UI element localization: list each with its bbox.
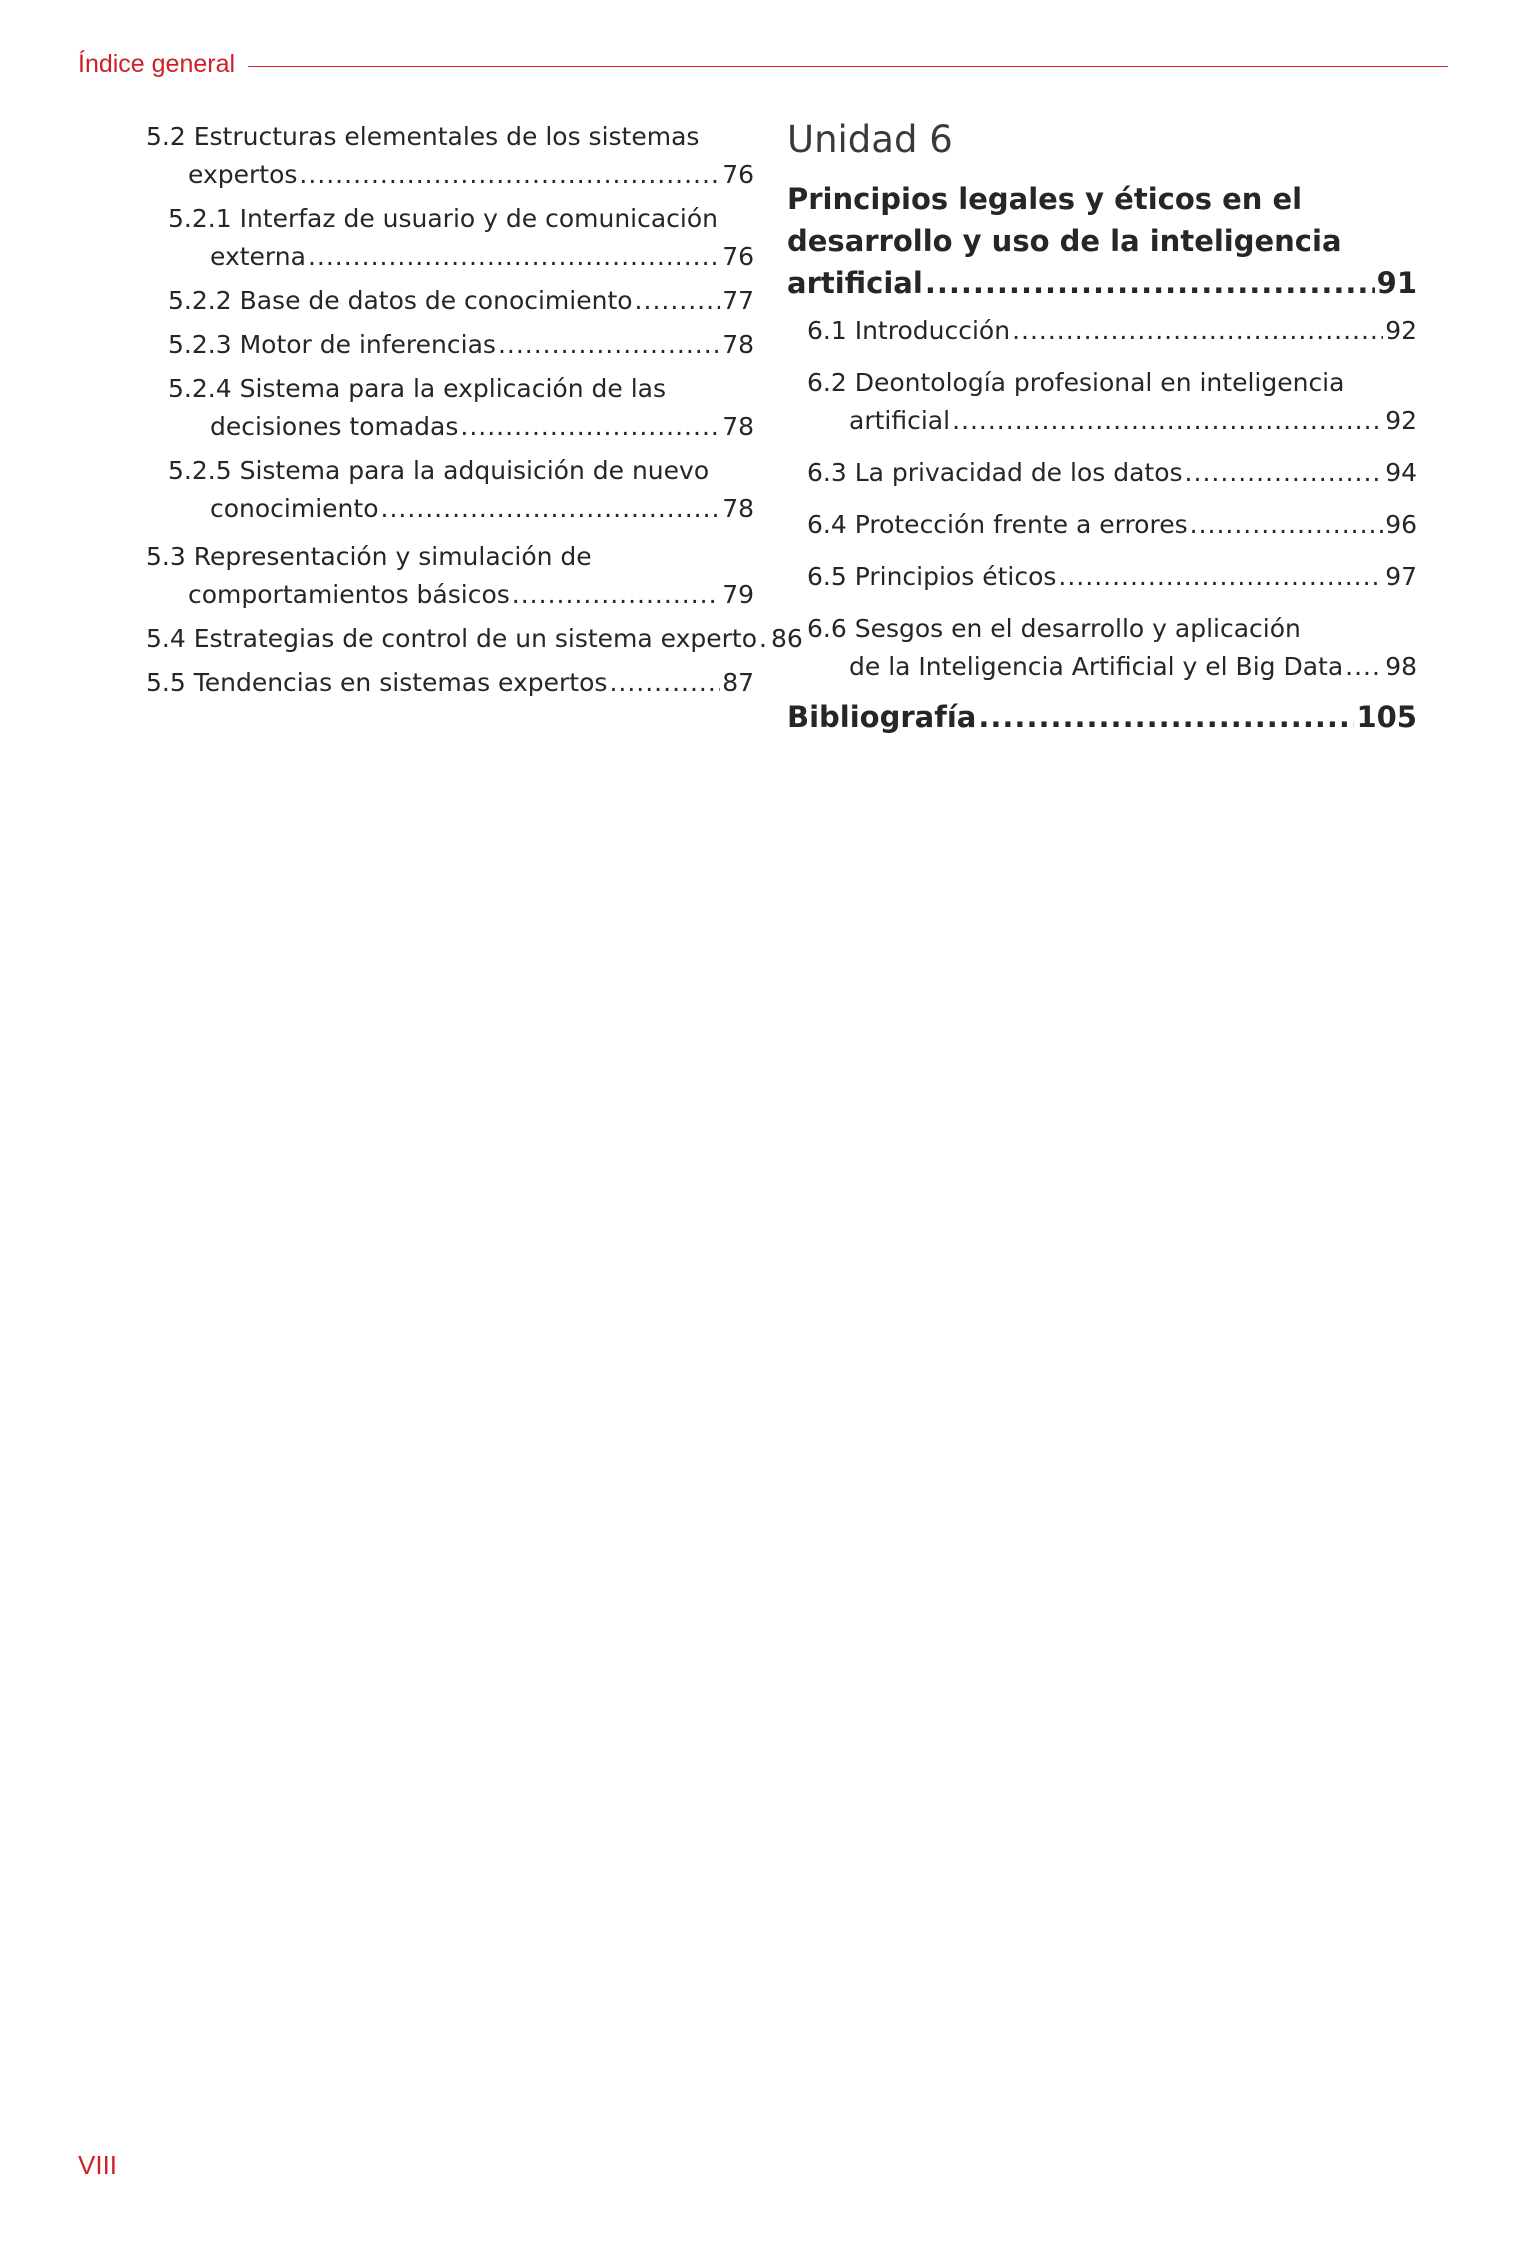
toc-page-number: 94	[1385, 458, 1417, 487]
toc-title: Sistema para la adquisición de nuevo	[239, 456, 710, 485]
dot-leader	[1185, 454, 1384, 492]
dot-leader	[1345, 648, 1383, 686]
dot-leader	[978, 696, 1354, 738]
toc-title: Sesgos en el desarrollo y aplicación	[854, 614, 1301, 643]
header-rule	[248, 66, 1448, 67]
toc-title-cont: artificial	[849, 406, 951, 435]
toc-title: Introducción	[854, 316, 1011, 345]
dot-leader	[1058, 558, 1383, 596]
toc-page-number: 76	[722, 160, 754, 189]
toc-title: Estrategias de control de un sistema experto	[193, 624, 758, 653]
toc-entry-6-3[interactable]	[787, 454, 1417, 492]
toc-bibliography[interactable]	[787, 696, 1417, 738]
running-header	[78, 46, 1448, 86]
toc-number: 6.6	[807, 614, 847, 643]
unit-heading: Unidad 6	[787, 118, 953, 161]
dot-leader	[635, 282, 721, 320]
toc-page-number: 91	[1376, 266, 1417, 300]
toc-number: 5.4	[146, 624, 186, 653]
toc-page-number: 78	[722, 330, 754, 359]
toc-page-number: 78	[722, 494, 754, 523]
toc-page-number: 76	[722, 242, 754, 271]
toc-entry-5-2-4[interactable]	[146, 370, 754, 446]
toc-number: 5.2.5	[168, 456, 232, 485]
toc-page-number: 92	[1385, 316, 1417, 345]
toc-title-cont: de la Inteligencia Artificial y el Big Data	[849, 652, 1344, 681]
toc-entry-5-2-3[interactable]	[146, 326, 754, 364]
toc-number: 6.2	[807, 368, 847, 397]
toc-title: Sistema para la explicación de las	[239, 374, 666, 403]
dot-leader	[1012, 312, 1383, 350]
toc-title-cont: expertos	[188, 160, 298, 189]
toc-entry-5-2[interactable]	[146, 118, 754, 194]
toc-entry-5-2-5[interactable]	[146, 452, 754, 528]
toc-entry-6-4[interactable]	[787, 506, 1417, 544]
toc-title: Interfaz de usuario y de comunicación	[239, 204, 719, 233]
toc-entry-5-3[interactable]	[146, 538, 754, 614]
toc-page-number: 78	[722, 412, 754, 441]
toc-title: La privacidad de los datos	[854, 458, 1183, 487]
toc-page-number: 105	[1356, 700, 1417, 734]
toc-entry-5-5[interactable]	[146, 664, 754, 702]
toc-title-cont: comportamientos básicos	[188, 580, 510, 609]
dot-leader	[381, 490, 721, 528]
toc-page-number: 92	[1385, 406, 1417, 435]
header-title: Índice general	[78, 50, 236, 78]
dot-leader	[498, 326, 720, 364]
dot-leader	[759, 620, 769, 658]
toc-right-column	[787, 118, 1417, 738]
dot-leader	[952, 402, 1383, 440]
toc-page-number: 79	[722, 580, 754, 609]
dot-leader	[925, 262, 1375, 304]
toc-entry-6-1[interactable]	[787, 312, 1417, 350]
toc-entry-5-2-2[interactable]	[146, 282, 754, 320]
toc-title: Protección frente a errores	[854, 510, 1188, 539]
toc-title-cont: externa	[210, 242, 306, 271]
toc-number: 6.1	[807, 316, 847, 345]
toc-number: 5.2.1	[168, 204, 232, 233]
toc-number: 5.2	[146, 122, 186, 151]
toc-title-cont: decisiones tomadas	[210, 412, 459, 441]
chapter-title-line: desarrollo y uso de la inteligencia	[787, 224, 1342, 258]
toc-entry-5-4[interactable]	[146, 620, 803, 658]
toc-entry-6-6[interactable]	[787, 610, 1417, 686]
dot-leader	[299, 156, 720, 194]
chapter-title-line: artificial	[787, 266, 923, 300]
toc-page-number: 97	[1385, 562, 1417, 591]
toc-entry-6-2[interactable]	[787, 364, 1417, 440]
toc-title: Representación y simulación de	[193, 542, 592, 571]
dot-leader	[308, 238, 720, 276]
toc-title: Deontología profesional en inteligencia	[854, 368, 1345, 397]
toc-page-number: 96	[1385, 510, 1417, 539]
dot-leader	[512, 576, 720, 614]
toc-page-number: 86	[771, 624, 803, 653]
toc-number: 6.4	[807, 510, 847, 539]
toc-number: 5.2.3	[168, 330, 232, 359]
toc-title: Base de datos de conocimiento	[239, 286, 633, 315]
toc-title-cont: conocimiento	[210, 494, 379, 523]
toc-number: 6.5	[807, 562, 847, 591]
dot-leader	[1190, 506, 1384, 544]
toc-entry-6-5[interactable]	[787, 558, 1417, 596]
toc-title: Motor de inferencias	[239, 330, 496, 359]
toc-number: 5.3	[146, 542, 186, 571]
chapter-title-line: Principios legales y éticos en el	[787, 182, 1303, 216]
toc-title: Estructuras elementales de los sistemas	[193, 122, 700, 151]
toc-title: Principios éticos	[854, 562, 1057, 591]
dot-leader	[609, 664, 720, 702]
bibliography-title: Bibliografía	[787, 700, 977, 734]
toc-number: 6.3	[807, 458, 847, 487]
toc-page-number: 98	[1385, 652, 1417, 681]
toc-page-number: 87	[722, 668, 754, 697]
toc-entry-5-2-1[interactable]	[146, 200, 754, 276]
toc-page-number: 77	[722, 286, 754, 315]
toc-number: 5.2.4	[168, 374, 232, 403]
page-number: VIII	[78, 2150, 118, 2180]
toc-left-column	[146, 118, 803, 708]
toc-chapter-6[interactable]	[787, 178, 1417, 304]
toc-number: 5.5	[146, 668, 186, 697]
dot-leader	[460, 408, 720, 446]
toc-title: Tendencias en sistemas expertos	[193, 668, 608, 697]
toc-number: 5.2.2	[168, 286, 232, 315]
